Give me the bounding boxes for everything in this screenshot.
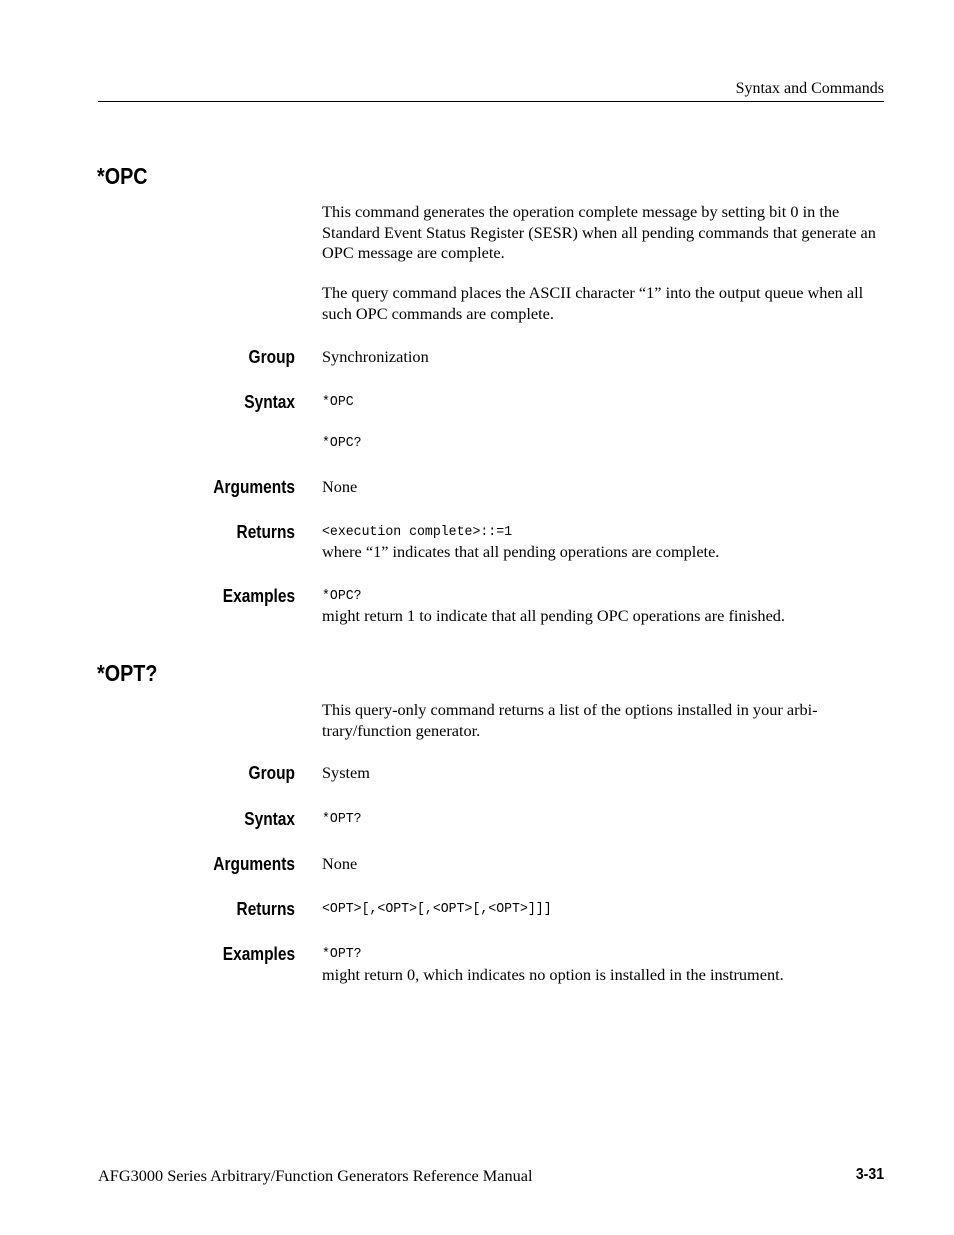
opc-group-value: Synchronization <box>322 347 429 366</box>
opt-returns-label: Returns <box>236 899 295 919</box>
opc-examples-code: *OPC? <box>322 588 362 604</box>
opt-examples-text: might return 0, which indicates no option is installed in the instrument. <box>322 965 784 984</box>
opc-syntax-command: *OPC <box>322 394 354 410</box>
opt-syntax-query: *OPT? <box>322 811 362 827</box>
opc-examples-label: Examples <box>222 586 295 606</box>
opt-examples-label: Examples <box>222 944 295 964</box>
opt-returns-code: <OPT>[,<OPT>[,<OPT>[,<OPT>]]] <box>322 901 552 917</box>
opt-arguments-label: Arguments <box>213 854 295 874</box>
opt-arguments-value: None <box>322 854 358 873</box>
opc-returns-text: where “1” indicates that all pending operations are complete. <box>322 542 720 561</box>
opc-returns-label: Returns <box>236 522 295 542</box>
running-header: Syntax and Commands <box>735 80 884 97</box>
opc-syntax-query: *OPC? <box>322 435 362 451</box>
opc-examples-text: might return 1 to indicate that all pending OPC operations are finished. <box>322 606 786 625</box>
opc-command-title: *OPC <box>97 163 148 189</box>
opc-arguments-value: None <box>322 477 358 496</box>
footer-manual-title: AFG3000 Series Arbitrary/Function Generators Reference Manual <box>98 1166 533 1185</box>
opc-returns-code: <execution complete>::=1 <box>322 524 513 540</box>
opt-group-label: Group <box>248 763 295 783</box>
page-number: 3-31 <box>855 1166 884 1183</box>
opc-description: This command generates the operation complete message by setting bit 0 in the Standard Event Status Register (SESR) when all pending commands that generate an OPC message are complete. <box>322 202 876 262</box>
header-rule <box>98 101 884 102</box>
opt-syntax-label: Syntax <box>244 809 295 829</box>
opt-command-title: *OPT? <box>97 660 158 686</box>
opc-arguments-label: Arguments <box>213 477 295 497</box>
opt-group-value: System <box>322 763 370 782</box>
opc-syntax-label: Syntax <box>244 392 295 412</box>
opc-query-description: The query command places the ASCII character “1” into the output queue when all such OPC commands are complete. <box>322 283 864 323</box>
opt-examples-code: *OPT? <box>322 946 362 962</box>
opc-group-label: Group <box>248 347 295 367</box>
opt-description: This query-only command returns a list of the options installed in your arbi- trary/function generator. <box>322 700 818 740</box>
